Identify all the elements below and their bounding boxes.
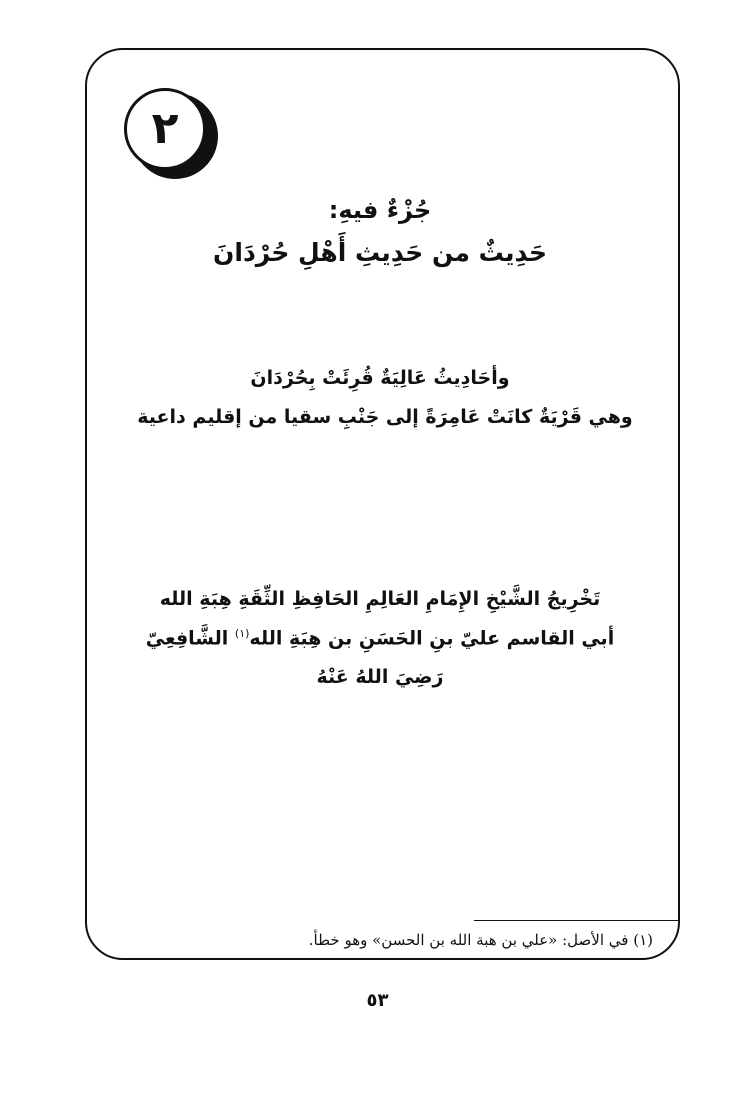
authorship-line-2	[125, 627, 635, 649]
footnote-reference: (١)	[234, 627, 250, 640]
authorship-line-2-main: أبي القاسم عليّ بنِ الحَسَنِ بن هِبَةِ الله	[249, 627, 615, 650]
title-line-1: جُزْءٌ فيهِ:	[328, 196, 432, 224]
footnote-separator	[474, 920, 679, 921]
authorship-line-3: رَضِيَ اللهُ عَنْهُ	[316, 666, 444, 688]
footnote-text: (١) في الأصل: «علي بن هبة الله بن الحسن» وهو خطأ.	[308, 931, 653, 949]
part-number-badge	[124, 88, 206, 170]
page-number: ٥٣	[366, 990, 389, 1011]
authorship-line-1: تَخْرِيجُ الشَّيْخِ الإِمَامِ العَالِمِ الحَافِظِ الثِّقَةِ هِبَةِ الله	[159, 588, 601, 610]
subtitle-line-2: وهي قَرْيَةٌ كانَتْ عَامِرَةً إلى جَنْبِ سقيا من إقليم داعية	[137, 406, 633, 428]
subtitle-line-1: وأحَادِيثُ عَالِيَةٌ قُرِئَتْ بِحُرْدَانَ	[250, 367, 510, 389]
authorship-line-2-tail: الشَّافِعِيّ	[145, 627, 229, 650]
part-number: ٢	[151, 103, 179, 154]
page-border-frame	[85, 48, 680, 960]
title-line-2: حَدِيثٌ من حَدِيثِ أَهْلِ حُرْدَانَ	[213, 238, 547, 267]
